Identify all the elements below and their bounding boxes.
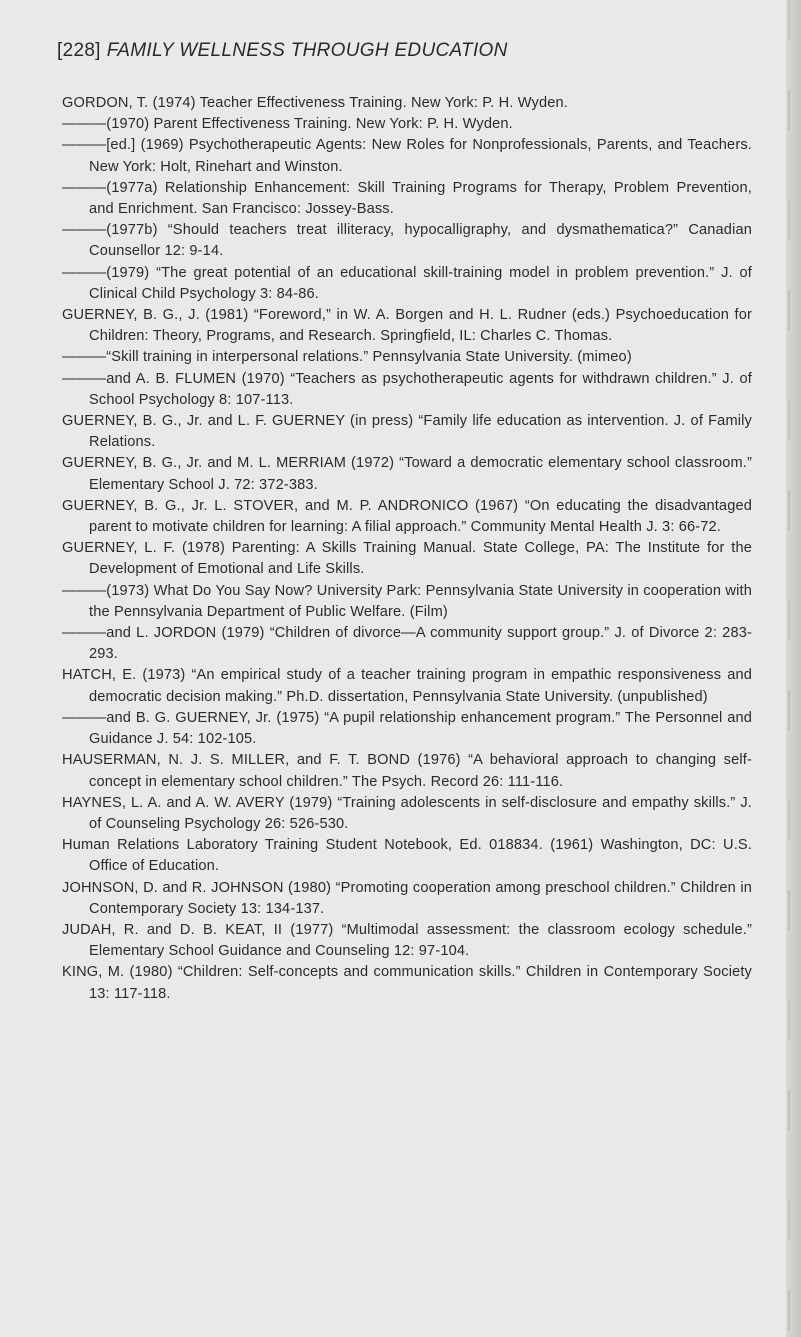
reference-entry: GUERNEY, B. G., J. (1981) “Foreword,” in W. A. Borgen and H. L. Rudner (eds.) Psychoeducation for Children: Theory, Programs, and Research. Springfield, IL: Charles C. Thomas. [62,307,752,345]
reference-entry: ———(1979) “The great potential of an educational skill-training model in problem prevention.” J. of Clinical Child Psychology 3: 84-86. [62,264,752,302]
reference-entry: Human Relations Laboratory Training Student Notebook, Ed. 018834. (1961) Washington, DC: U.S. Office of Education. [62,837,752,875]
reference-entry: ———(1977b) “Should teachers treat illiteracy, hypocalligraphy, and dysmathematica?” Canadian Counsellor 12: 9-14. [62,222,752,260]
reference-entry: GUERNEY, L. F. (1978) Parenting: A Skills Training Manual. State College, PA: The Institute for the Development of Emotional and Life Skills. [62,540,752,578]
reference-entry: HATCH, E. (1973) “An empirical study of a teacher training program in empathic responsiveness and democratic decision making.” Ph.D. dissertation, Pennsylvania State University. (unpublished) [62,667,752,705]
reference-entry: HAYNES, L. A. and A. W. AVERY (1979) “Training adolescents in self-disclosure and empathy skills.” J. of Counseling Psychology 26: 526-530. [62,794,752,832]
reference-entry: JUDAH, R. and D. B. KEAT, II (1977) “Multimodal assessment: the classroom ecology schedule.” Elementary School Guidance and Counseling 12: 97-104. [62,921,752,960]
reference-entry: ———[ed.] (1969) Psychotherapeutic Agents: New Roles for Nonprofessionals, Parents, and Teachers. New York: Holt, Rinehart and Winston. [62,137,752,175]
reference-entry: ———and L. JORDON (1979) “Children of divorce—A community support group.” J. of Divorce 2: 283-293. [62,625,752,663]
running-header [57,40,508,62]
page-edge-shadow [786,0,801,1337]
reference-entry: HAUSERMAN, N. J. S. MILLER, and F. T. BOND (1976) “A behavioral approach to changing self-concept in elementary school children.” The Psych. Record 26: 111-116. [62,752,752,790]
reference-entry: ———“Skill training in interpersonal relations.” Pennsylvania State University. (mimeo) [62,349,632,366]
page-number: [228] [57,40,101,61]
reference-entry: ———and B. G. GUERNEY, Jr. (1975) “A pupil relationship enhancement program.” The Personnel and Guidance J. 54: 102-105. [62,709,752,748]
reference-entry: GUERNEY, B. G., Jr. and L. F. GUERNEY (in press) “Family life education as intervention. J. of Family Relations. [62,413,752,451]
reference-entry: GUERNEY, B. G., Jr. L. STOVER, and M. P. ANDRONICO (1967) “On educating the disadvantaged parent to motivate children for learning: A filial approach.” Community Mental Health J. 3: 66-72. [62,497,752,536]
reference-entry: ———(1970) Parent Effectiveness Training. New York: P. H. Wyden. [62,116,513,133]
reference-entry: KING, M. (1980) “Children: Self-concepts and communication skills.” Children in Contemporary Society 13: 117-118. [62,964,752,1002]
reference-entry: GORDON, T. (1974) Teacher Effectiveness Training. New York: P. H. Wyden. [62,95,569,111]
reference-list [62,93,752,1005]
reference-entry: ———and A. B. FLUMEN (1970) “Teachers as psychotherapeutic agents for withdrawn children.” J. of School Psychology 8: 107-113. [62,370,752,408]
reference-entry: GUERNEY, B. G., Jr. and M. L. MERRIAM (1972) “Toward a democratic elementary school classroom.” Elementary School J. 72: 372-383. [62,455,752,493]
reference-entry: ———(1977a) Relationship Enhancement: Skill Training Programs for Therapy, Problem Prevention, and Enrichment. San Francisco: Jossey-Bass. [62,179,752,218]
reference-entry: ———(1973) What Do You Say Now? University Park: Pennsylvania State University in cooperation with the Pennsylvania Department of Public Welfare. (Film) [62,582,752,620]
running-title: FAMILY WELLNESS THROUGH EDUCATION [106,40,508,61]
reference-entry: JOHNSON, D. and R. JOHNSON (1980) “Promoting cooperation among preschool children.” Children in Contemporary Society 13: 134-137. [62,879,752,917]
